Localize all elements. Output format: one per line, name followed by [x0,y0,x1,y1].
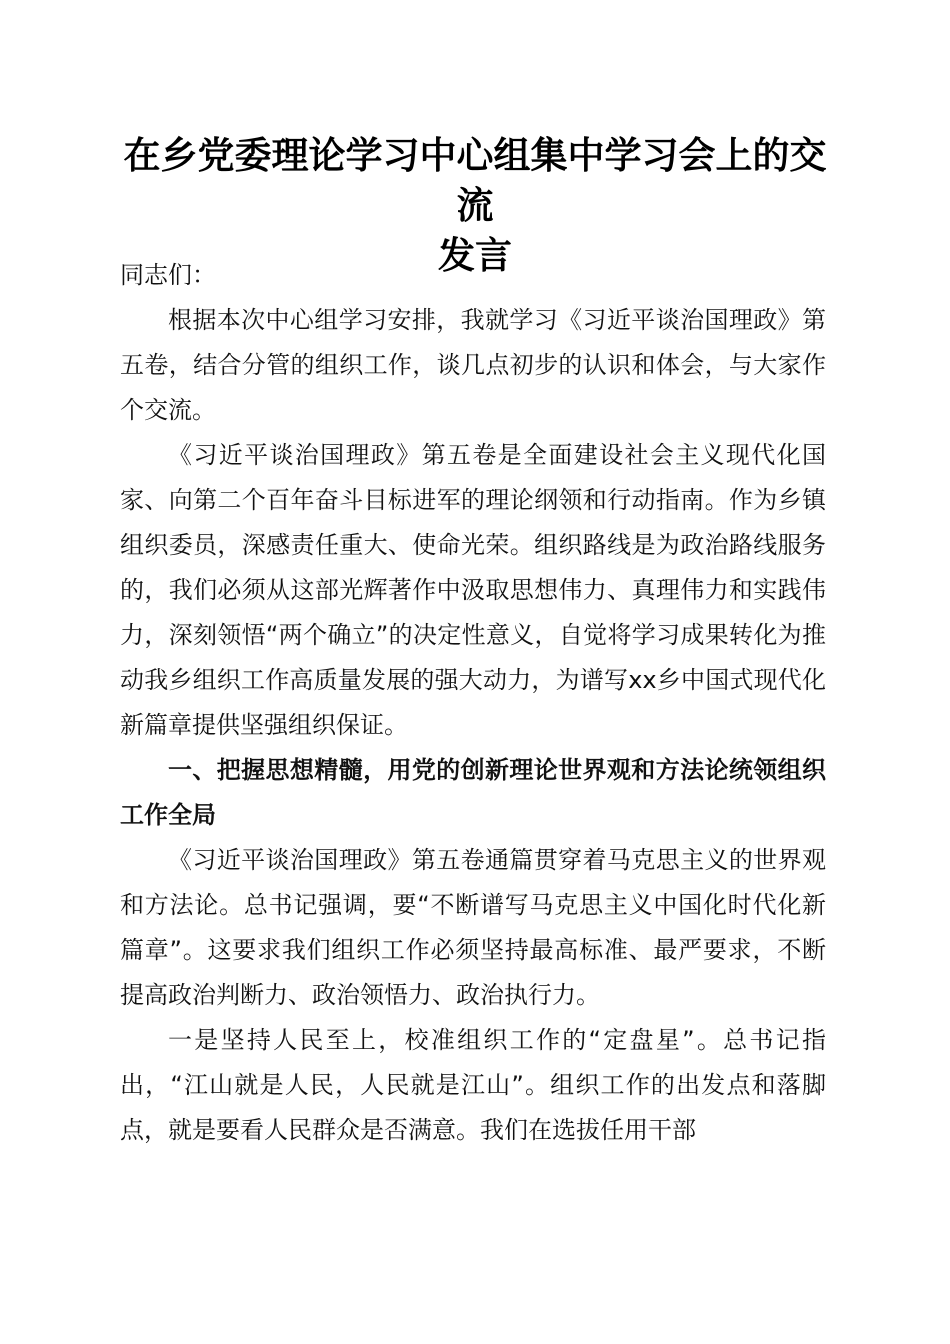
title-line-2: 发言 [438,233,512,277]
document-body [120,253,826,1153]
section-1-paragraph: 《习近平谈治国理政》第五卷通篇贯穿着马克思主义的世界观和方法论。总书记强调，要“不断谱写马克思主义中国化时代化新篇章”。这要求我们组织工作必须坚持最高标准、最严要求，不断提高政治判断力、政治领悟力、政治执行力。 [120,846,826,1009]
paragraph-intro: 根据本次中心组学习安排，我就学习《习近平谈治国理政》第五卷，结合分管的组织工作，谈几点初步的认识和体会，与大家作个交流。 [120,306,826,424]
salutation: 同志们： [120,261,216,289]
title-line-1: 在乡党委理论学习中心组集中学习会上的交流 [123,133,827,227]
paragraph-overview: 《习近平谈治国理政》第五卷是全面建设社会主义现代化国家、向第二个百年奋斗目标进军的理论纲领和行动指南。作为乡镇组织委员，深感责任重大、使命光荣。组织路线是为政治路线服务的，我们必须从这部光辉著作中汲取思想伟力、真理伟力和实践伟力，深刻领悟“两个确立”的决定性意义，自觉将学习成果转化为推动我乡组织工作高质量发展的强大动力，为谱写xx乡中国式现代化新篇章提供坚强组织保证。 [120,441,826,739]
section-heading-1: 一、把握思想精髓，用党的创新理论世界观和方法论统领组织工作全局 [120,756,826,829]
section-1-point-1: 一是坚持人民至上，校准组织工作的“定盘星”。总书记指出，“江山就是人民，人民就是江山”。组织工作的出发点和落脚点，就是要看人民群众是否满意。我们在选拔任用干部 [120,1026,826,1144]
